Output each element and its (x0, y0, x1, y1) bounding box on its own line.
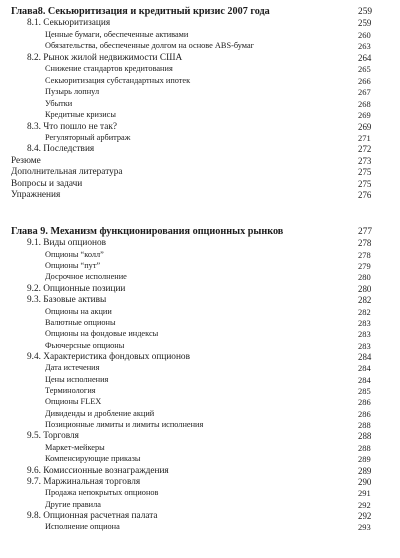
toc-row (0, 307, 400, 317)
toc-page-number: 292 (358, 499, 371, 510)
toc-entry-title: Обязательства, обеспеченные долгом на основе ABS-бумаг (45, 41, 255, 51)
toc-entry-title: 8.4. Последствия (27, 144, 95, 155)
toc-row (0, 511, 400, 521)
toc-page-number: 286 (358, 397, 371, 408)
toc-entry-title: 8.1. Секьюритизация (27, 18, 111, 29)
toc-row (0, 318, 400, 328)
toc-page-number: 284 (358, 374, 371, 385)
toc-row (0, 41, 400, 51)
toc-entry-title: Опционы “колл” (45, 249, 104, 259)
toc-page-number: 273 (358, 155, 372, 166)
toc-entry-title: Дополнительная литература (11, 167, 123, 178)
toc-page-number: 278 (358, 238, 372, 249)
toc-page-number: 275 (358, 178, 372, 189)
toc-row (0, 53, 400, 63)
toc-entry-title: Маркет-мейкеры (45, 442, 105, 452)
toc-entry-title: 9.8. Опционная расчетная палата (27, 511, 158, 521)
toc-row (0, 477, 400, 487)
toc-entry-title: Пузырь лопнул (45, 87, 100, 97)
toc-page-number: 284 (358, 363, 371, 374)
toc-row (0, 64, 400, 74)
toc-row (0, 522, 400, 532)
toc-entry-title: 9.2. Опционные позиции (27, 283, 126, 294)
toc-row (0, 295, 400, 305)
toc-entry-title: 9.6. Комиссионные вознаграждения (27, 465, 169, 476)
toc-page-number: 259 (358, 7, 373, 17)
toc-row (0, 341, 400, 351)
toc-row (0, 352, 400, 362)
chapter-title: Глава 9. Механизм функционирования опционных рынков (11, 226, 284, 237)
toc-page-number: 288 (358, 431, 372, 442)
toc-page-number: 282 (358, 306, 371, 317)
toc-row (0, 397, 400, 407)
toc-row (0, 409, 400, 419)
toc-page-number: 286 (358, 408, 371, 419)
toc-page-number: 265 (358, 64, 371, 75)
toc-row (0, 420, 400, 430)
toc-row (0, 30, 400, 40)
toc-entry-title: Продажа непокрытых опционов (45, 488, 159, 498)
toc-page-number: 260 (358, 29, 371, 40)
toc-entry-title: Секьюритизация субстандартных ипотек (45, 75, 191, 85)
toc-entry-title: 9.3. Базовые активы (27, 295, 107, 306)
toc-entry-title: Снижение стандартов кредитования (45, 64, 173, 74)
toc-entry-title: 9.4. Характеристика фондовых опционов (27, 351, 190, 362)
toc-row (0, 375, 400, 385)
toc-entry-title: Ценные бумаги, обеспеченные активами (45, 29, 189, 39)
toc-entry-title: 9.1. Виды опционов (27, 238, 106, 249)
toc-entry-title: Дата истечения (45, 363, 100, 373)
toc-row (0, 454, 400, 464)
toc-entry-title: Валютные опционы (45, 317, 116, 327)
chapter-heading-row (0, 7, 400, 17)
toc-row (0, 133, 400, 143)
toc-row (0, 179, 400, 189)
toc-page-number: 280 (358, 283, 372, 294)
toc-entry-title: 8.3. Что пошло не так? (27, 121, 117, 132)
toc-entry-title: Компенсирующие приказы (45, 454, 141, 464)
toc-page-number: 266 (358, 75, 371, 86)
toc-row (0, 190, 400, 200)
toc-page-number: 276 (358, 190, 372, 201)
toc-row (0, 238, 400, 248)
toc-row (0, 466, 400, 476)
toc-entry-title: Опционы “пут” (45, 261, 101, 271)
toc-page-number: 272 (358, 144, 372, 155)
toc-page-number: 284 (358, 351, 372, 362)
toc-page-number: 279 (358, 261, 371, 272)
toc-page-number: 291 (358, 488, 371, 499)
toc-row (0, 443, 400, 453)
toc-row (0, 386, 400, 396)
toc-row (0, 110, 400, 120)
toc-entry-title: Досрочное исполнение (45, 272, 127, 282)
toc-entry-title: Фьючерсные опционы (45, 340, 125, 350)
chapter-title: Глава8. Секьюритизация и кредитный кризис 2007 года (11, 6, 270, 17)
toc-page-number: 288 (358, 442, 371, 453)
toc-row (0, 363, 400, 373)
toc-entry-title: 8.2. Рынок жилой недвижимости США (27, 52, 183, 63)
toc-row (0, 329, 400, 339)
toc-entry-title: Позиционные лимиты и лимиты исполнения (45, 420, 204, 430)
toc-page-number: 271 (358, 132, 371, 143)
chapter-heading-row (0, 227, 400, 237)
toc-row (0, 284, 400, 294)
toc-entry-title: 9.7. Маржинальная торговля (27, 476, 141, 487)
toc-page-number: 264 (358, 52, 372, 63)
toc-page-number: 288 (358, 420, 371, 431)
toc-page-number: 289 (358, 454, 371, 465)
toc-entry-title: Исполнение опциона (45, 522, 120, 532)
toc-page-number: 290 (358, 476, 372, 487)
toc-row (0, 272, 400, 282)
toc-page-number: 259 (358, 18, 372, 29)
toc-page-number: 283 (358, 340, 371, 351)
toc-entry-title: Опционы на акции (45, 306, 112, 316)
toc-page-number: 278 (358, 249, 371, 260)
toc-page-number: 289 (358, 465, 372, 476)
toc-row (0, 156, 400, 166)
toc-page-number: 269 (358, 110, 371, 121)
toc-row (0, 261, 400, 271)
toc-page-number: 280 (358, 272, 371, 283)
toc-row (0, 76, 400, 86)
toc-entry-title: Убытки (45, 98, 73, 108)
toc-entry-title: Опционы на фондовые индексы (45, 329, 159, 339)
toc-entry-title: Другие правила (45, 499, 101, 509)
toc-row (0, 144, 400, 154)
toc-row (0, 122, 400, 132)
toc-page-number: 293 (358, 522, 371, 533)
toc-page-number: 285 (358, 386, 371, 397)
toc-entry-title: Опционы FLEX (45, 397, 102, 407)
toc-row (0, 99, 400, 109)
toc-row (0, 87, 400, 97)
toc-page-number: 292 (358, 511, 372, 521)
toc-entry-title: Вопросы и задачи (11, 178, 83, 189)
toc-row (0, 250, 400, 260)
toc-entry-title: 9.5. Торговля (27, 431, 79, 442)
toc-row (0, 18, 400, 28)
toc-page-number: 269 (358, 121, 372, 132)
toc-row (0, 500, 400, 510)
toc-entry-title: Упражнения (11, 190, 61, 201)
toc-page-number: 267 (358, 87, 371, 98)
toc-page-number: 282 (358, 295, 372, 306)
toc-entry-title: Кредитные кризисы (45, 110, 116, 120)
toc-page-number: 275 (358, 167, 372, 178)
toc-page-number: 283 (358, 317, 371, 328)
toc-entry-title: Дивиденды и дробление акций (45, 408, 155, 418)
toc-row (0, 167, 400, 177)
toc-page-number: 268 (358, 98, 371, 109)
toc-entry-title: Резюме (11, 155, 41, 166)
toc-page-number: 277 (358, 227, 373, 237)
toc-entry-title: Терминология (45, 386, 96, 396)
toc-page-number: 263 (358, 41, 371, 52)
toc-page-number: 283 (358, 329, 371, 340)
toc-row (0, 488, 400, 498)
toc-row (0, 431, 400, 441)
toc-entry-title: Регуляторный арбитраж (45, 132, 131, 142)
toc-entry-title: Цены исполнения (45, 374, 109, 384)
